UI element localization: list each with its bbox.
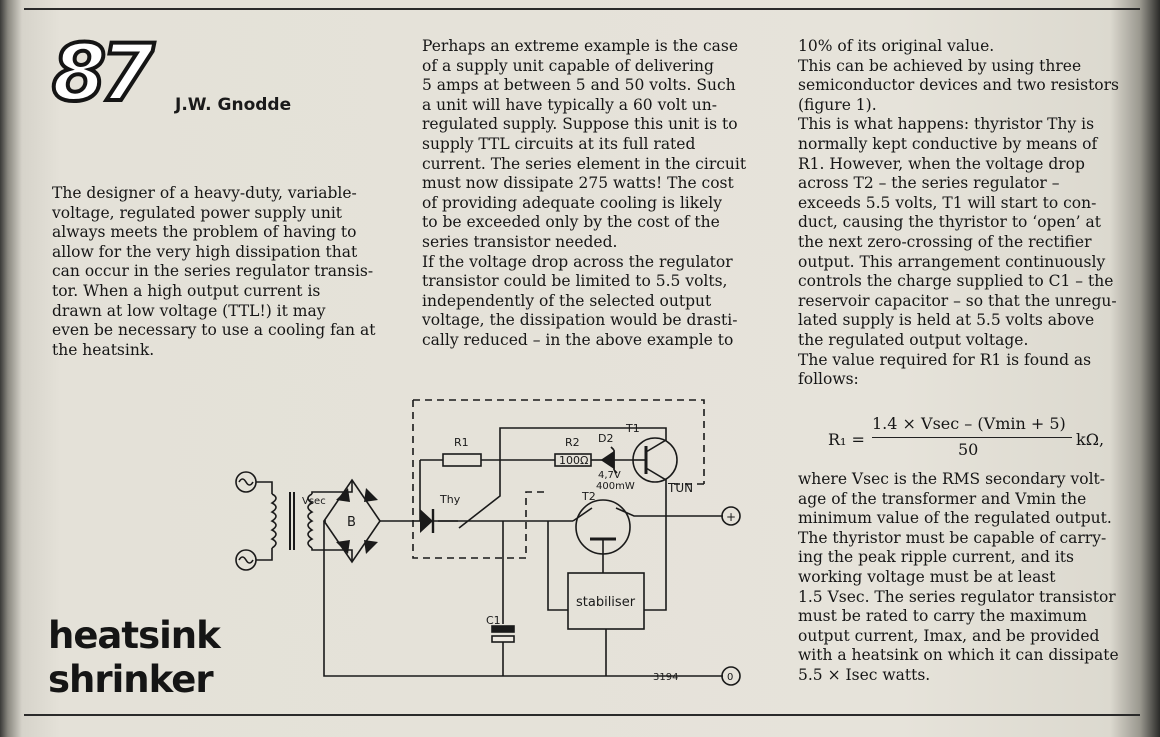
- formula-numerator: 1.4 × Vsec – (Vmin + 5): [872, 414, 1066, 433]
- formula-denominator: 50: [958, 440, 979, 459]
- r1-formula: [828, 414, 1128, 464]
- author-name: J.W. Gnodde: [175, 95, 292, 115]
- tun-label: TUN: [668, 481, 694, 495]
- zero-terminal-label: 0: [727, 672, 734, 683]
- d2-voltage-label: 4,7V: [598, 470, 621, 481]
- formula-unit: kΩ,: [1076, 430, 1105, 449]
- right-column-text: 10% of its original value. This can be achieved by using three semiconductor devices and two resistors (figure 1). This is what happens: thyristor Thy is normally kept conductive by means of R1. However, when the voltage drop across T2 – the series regulator – exceeds 5.5 volts, T1 will start to con- duct, causing the thyristor to ‘open’ at the next zero-crossing of the rectifier output. This arrangement continuously controls the charge supplied to C1 – the reservoir capacitor – so that the unregu- lated supply is held at 5.5 volts above the regulated output voltage. The value required for R1 is found as follows:: [798, 37, 1120, 389]
- t2-label: T2: [582, 490, 596, 503]
- r2-value-label: 100Ω: [559, 454, 589, 467]
- intro-paragraph: The designer of a heavy-duty, variable- voltage, regulated power supply unit always meets the problem of having to allow for the very high dissipation that can occur in the series regulator transis- tor. When a high output current is drawn at low voltage (TTL!) it may even be necessary to use a cooling fan at the heatsink.: [52, 184, 376, 359]
- top-rule: [24, 8, 1140, 10]
- right-column-continuation: where Vsec is the RMS secondary volt- age of the transformer and Vmin the minimum value of the regulated output. The thyristor must be capable of carry- ing the peak ripple current, and its working voltage must be at least 1.5 Vsec. The series regulator transistor must be rated to carry the maximum output current, Imax, and be provided with a heatsink on which it can dissipate 5.5 × Isec watts.: [798, 470, 1119, 684]
- vsec-label: Vsec: [302, 496, 326, 507]
- bottom-rule: [24, 714, 1140, 716]
- article-number: 87: [52, 29, 149, 119]
- bridge-label: B: [347, 515, 356, 530]
- circuit-schematic: [228, 388, 768, 708]
- article-title: heatsink shrinker: [48, 614, 220, 701]
- t1-label: T1: [626, 422, 640, 435]
- formula-lhs: R₁ =: [828, 430, 865, 449]
- r1-label: R1: [454, 436, 469, 449]
- d2-label: D2: [598, 432, 614, 445]
- stabiliser-label: stabiliser: [576, 595, 636, 610]
- r2-label: R2: [565, 436, 580, 449]
- thy-label: Thy: [440, 493, 461, 506]
- c1-label: C1: [486, 614, 501, 627]
- formula-fraction-bar: [872, 437, 1072, 438]
- d2-power-label: 400mW: [596, 481, 635, 492]
- figure-number: 3194: [653, 672, 679, 683]
- middle-column-text: Perhaps an extreme example is the case of a supply unit capable of delivering 5 amps at between 5 and 50 volts. Such a unit will have typically a 60 volt un- regulated supply. Suppose this unit is to supply TTL circuits at its full rated current. The series element in the circuit must now dissipate 275 watts! The cost of providing adequate cooling is likely to be exceeded only by the cost of the series transistor needed. If the voltage drop across the regulator transistor could be limited to 5.5 volts, independently of the selected output voltage, the dissipation would be drasti- cally reduced – in the above example to: [422, 37, 747, 349]
- plus-terminal-label: +: [726, 510, 737, 524]
